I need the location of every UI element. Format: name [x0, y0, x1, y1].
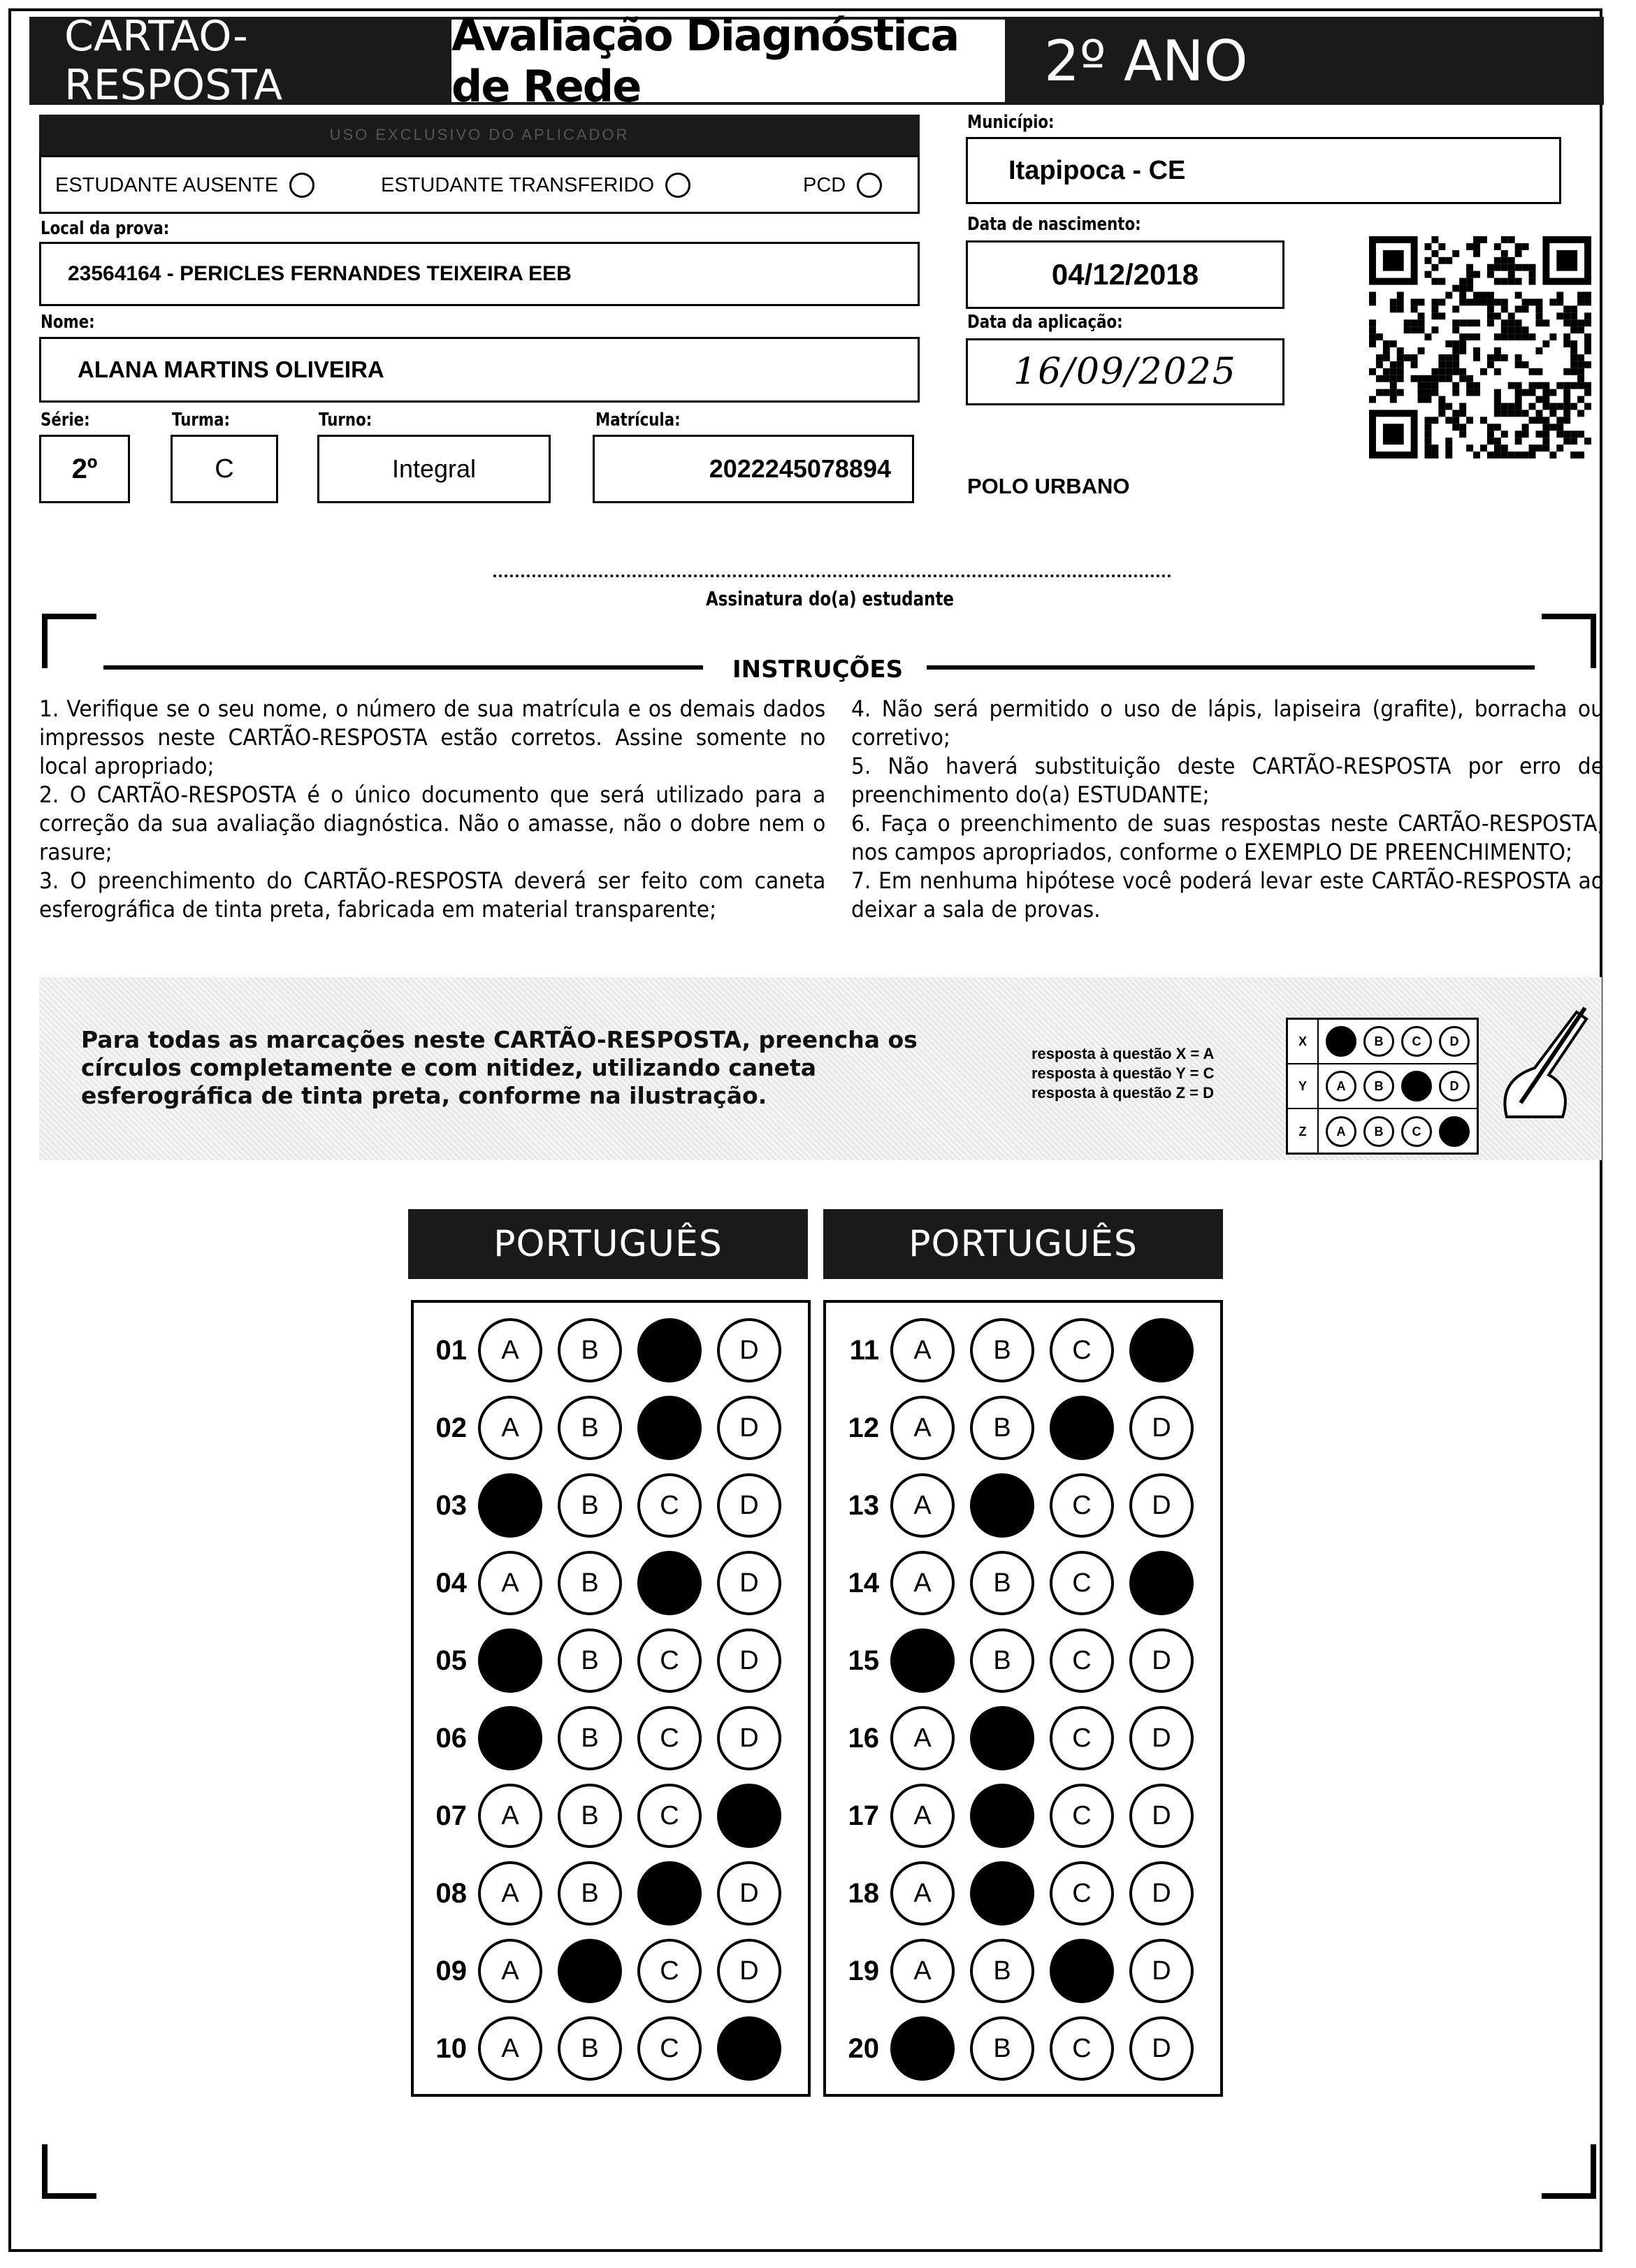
absent-checkbox[interactable]: [289, 173, 314, 198]
matricula-field: 2022245078894: [593, 435, 914, 503]
answer-bubble-b[interactable]: B: [558, 1628, 622, 1693]
signature-line[interactable]: [493, 575, 1171, 577]
example-bubble-a: A: [1326, 1071, 1356, 1102]
answer-bubble-a[interactable]: [478, 1706, 542, 1770]
question-number: 18: [848, 1877, 879, 1909]
answer-bubble-c[interactable]: C: [1050, 1551, 1114, 1615]
answer-bubble-d[interactable]: D: [717, 1318, 781, 1382]
answer-options: [478, 1396, 781, 1460]
example-row: [1288, 1020, 1477, 1064]
answer-bubble-b[interactable]: B: [558, 1473, 622, 1538]
answer-grid: [823, 1300, 1223, 2097]
municipio-label: Município:: [967, 112, 1055, 133]
corner-mark-bottom-left: [41, 2144, 96, 2200]
answer-bubble-b[interactable]: B: [558, 1396, 622, 1460]
answer-bubble-a[interactable]: A: [478, 1939, 542, 2003]
answer-bubble-d[interactable]: D: [717, 1473, 781, 1538]
answer-bubble-d[interactable]: D: [1129, 1861, 1194, 1926]
question-row: [826, 1318, 1194, 1382]
answer-bubble-c[interactable]: C: [1050, 1628, 1114, 1693]
answer-bubble-b[interactable]: B: [970, 1318, 1034, 1382]
corner-mark-top-left: [41, 612, 96, 668]
instruction-3: 3. O preenchimento do CARTÃO-RESPOSTA deverá ser feito com caneta esferográfica de tinta preta, fabricada em material transparente;: [39, 867, 826, 923]
answer-options: [478, 1861, 781, 1926]
question-number: 11: [849, 1334, 879, 1366]
answer-bubble-b[interactable]: B: [558, 1706, 622, 1770]
instructions-rule-right: [927, 665, 1535, 670]
question-number: 14: [848, 1567, 879, 1598]
answer-bubble-c[interactable]: C: [637, 2016, 702, 2081]
answer-bubble-b[interactable]: B: [970, 2016, 1034, 2081]
answer-bubble-d[interactable]: D: [717, 1939, 781, 2003]
question-row: [414, 1706, 781, 1770]
answer-bubble-b[interactable]: B: [558, 2016, 622, 2081]
instruction-4: 4. Não será permitido o uso de lápis, lapiseira (grafite), borracha ou corretivo;: [851, 695, 1604, 751]
absent-option[interactable]: [55, 173, 314, 198]
answer-bubble-c[interactable]: C: [1050, 1784, 1114, 1848]
answer-bubble-c[interactable]: C: [1050, 1473, 1114, 1538]
question-number: 20: [848, 2032, 879, 2064]
question-row: [414, 2016, 781, 2081]
answer-bubble-d[interactable]: D: [1129, 1706, 1194, 1770]
answer-bubble-a[interactable]: [478, 1473, 542, 1538]
answer-grid: [411, 1300, 811, 2097]
answer-bubble-b[interactable]: B: [558, 1551, 622, 1615]
answer-bubble-a[interactable]: A: [478, 1318, 542, 1382]
legend-line: resposta à questão Z = D: [1031, 1084, 1215, 1102]
answer-bubble-a[interactable]: A: [890, 1706, 955, 1770]
answer-bubble-a[interactable]: [890, 1628, 955, 1693]
signature-label: Assinatura do(a) estudante: [706, 587, 955, 610]
pcd-option[interactable]: [803, 173, 882, 198]
answer-bubble-d[interactable]: D: [717, 1861, 781, 1926]
sheet-title: CARTÃO-RESPOSTA: [29, 17, 449, 105]
answer-bubble-c[interactable]: C: [637, 1706, 702, 1770]
question-row: [826, 1784, 1194, 1848]
question-row: [826, 2016, 1194, 2081]
question-number: 13: [848, 1489, 879, 1521]
example-row: [1288, 1064, 1477, 1109]
corner-mark-bottom-right: [1542, 2144, 1598, 2200]
fill-example-grid: [1286, 1018, 1479, 1155]
answer-bubble-a[interactable]: A: [478, 1784, 542, 1848]
answer-options: [890, 1706, 1194, 1770]
question-number: 10: [435, 2032, 467, 2064]
answer-bubble-a[interactable]: A: [890, 1473, 955, 1538]
answer-bubble-b[interactable]: B: [970, 1939, 1034, 2003]
polo-label: POLO URBANO: [967, 474, 1130, 498]
answer-options: [478, 1473, 781, 1538]
pcd-label: PCD: [803, 173, 846, 196]
answer-options: [478, 1551, 781, 1615]
answer-bubble-b[interactable]: [970, 1473, 1034, 1538]
answer-bubble-b[interactable]: [558, 1939, 622, 2003]
answer-bubble-a[interactable]: A: [890, 1551, 955, 1615]
answer-options: [890, 1473, 1194, 1538]
instructions-title: INSTRUÇÕES: [732, 656, 904, 684]
transferred-label: ESTUDANTE TRANSFERIDO: [381, 173, 655, 196]
answer-bubble-a[interactable]: [890, 2016, 955, 2081]
legend-line: resposta à questão Y = C: [1031, 1064, 1215, 1082]
answer-options: [478, 1628, 781, 1693]
question-row: [826, 1551, 1194, 1615]
answer-options: [890, 1628, 1194, 1693]
answer-options: [478, 1784, 781, 1848]
application-date-handwritten: 16/09/2025: [966, 338, 1284, 405]
answer-bubble-a[interactable]: A: [890, 1939, 955, 2003]
instruction-6: 6. Faça o preenchimento de suas respostas neste CARTÃO-RESPOSTA, nos campos apropriados, conforme o EXEMPLO DE PREENCHIMENTO;: [851, 810, 1604, 865]
answer-options: [890, 1396, 1194, 1460]
name-field: ALANA MARTINS OLIVEIRA: [39, 337, 920, 403]
question-row: [414, 1396, 781, 1460]
instructions-rule-left: [103, 665, 703, 670]
example-bubble-a: [1326, 1026, 1356, 1057]
answer-bubble-c[interactable]: C: [637, 1939, 702, 2003]
answer-bubble-b[interactable]: [970, 1784, 1034, 1848]
question-row: [826, 1396, 1194, 1460]
answer-options: [890, 1318, 1194, 1382]
answer-options: [890, 2016, 1194, 2081]
answer-bubble-a[interactable]: [478, 1628, 542, 1693]
answer-bubble-d[interactable]: D: [717, 1551, 781, 1615]
answer-bubble-b[interactable]: B: [558, 1318, 622, 1382]
question-number: 17: [848, 1800, 879, 1831]
example-bubble-c: C: [1401, 1116, 1432, 1147]
question-row: [826, 1939, 1194, 2003]
example-bubble-c: C: [1401, 1026, 1432, 1057]
answer-bubble-b[interactable]: B: [558, 1861, 622, 1926]
birthdate-label: Data de nascimento:: [967, 214, 1141, 235]
municipio-field: Itapipoca - CE: [966, 137, 1561, 204]
answer-bubble-d[interactable]: D: [1129, 1396, 1194, 1460]
answer-bubble-d[interactable]: [717, 1784, 781, 1848]
subject-header: PORTUGUÊS: [823, 1209, 1223, 1279]
question-row: [414, 1318, 781, 1382]
example-bubble-b: B: [1363, 1116, 1394, 1147]
answer-bubble-a[interactable]: A: [890, 1396, 955, 1460]
fill-example-legend: [1031, 1044, 1214, 1103]
fill-example-band: [39, 977, 1602, 1160]
instruction-2: 2. O CARTÃO-RESPOSTA é o único documento que será utilizado para a correção da sua avaliação diagnóstica. Não o amasse, não o dobre nem o rasure;: [39, 781, 826, 865]
question-row: [414, 1551, 781, 1615]
answer-bubble-c[interactable]: [637, 1861, 702, 1926]
answer-bubble-d[interactable]: D: [717, 1396, 781, 1460]
answer-bubble-c[interactable]: C: [637, 1784, 702, 1848]
answer-bubble-c[interactable]: C: [1050, 1861, 1114, 1926]
question-row: [826, 1473, 1194, 1538]
application-date-label: Data da aplicação:: [967, 312, 1123, 333]
hand-pen-icon: [1493, 998, 1598, 1124]
question-number: 03: [435, 1489, 467, 1521]
legend-line: resposta à questão X = A: [1031, 1045, 1215, 1062]
answer-options: [890, 1784, 1194, 1848]
answer-bubble-a[interactable]: A: [890, 1784, 955, 1848]
answer-options: [890, 1551, 1194, 1615]
answer-bubble-c[interactable]: [637, 1318, 702, 1382]
question-number: 09: [435, 1955, 467, 1986]
question-number: 12: [848, 1412, 879, 1443]
question-row: [414, 1784, 781, 1848]
question-row: [414, 1628, 781, 1693]
serie-label: Série:: [41, 410, 90, 431]
example-bubble-d: D: [1439, 1071, 1470, 1102]
question-row: [826, 1706, 1194, 1770]
example-bubble-d: D: [1439, 1026, 1470, 1057]
turno-field: Integral: [317, 435, 551, 503]
serie-field: 2º: [39, 435, 130, 503]
answer-bubble-a[interactable]: A: [478, 1551, 542, 1615]
question-number: 04: [435, 1567, 467, 1598]
question-number: 16: [848, 1722, 879, 1754]
transferred-option[interactable]: [381, 173, 690, 198]
instruction-5: 5. Não haverá substituição deste CARTÃO-RESPOSTA por erro de preenchimento do(a) ESTUDANTE;: [851, 753, 1604, 808]
question-row: [414, 1473, 781, 1538]
applicator-box: [39, 155, 920, 214]
example-row: [1288, 1109, 1477, 1154]
answer-bubble-d[interactable]: D: [1129, 1473, 1194, 1538]
answer-bubble-d[interactable]: D: [1129, 2016, 1194, 2081]
answer-bubble-d[interactable]: D: [717, 1628, 781, 1693]
example-row-label: X: [1288, 1020, 1319, 1063]
answer-bubble-c[interactable]: C: [1050, 1706, 1114, 1770]
answer-bubble-b[interactable]: B: [970, 1396, 1034, 1460]
absent-label: ESTUDANTE AUSENTE: [55, 173, 279, 196]
answer-bubble-c[interactable]: [637, 1551, 702, 1615]
corner-mark-top-right: [1542, 612, 1598, 668]
answer-bubble-c[interactable]: [1050, 1939, 1114, 2003]
answer-bubble-b[interactable]: B: [558, 1784, 622, 1848]
answer-bubble-d[interactable]: [717, 2016, 781, 2081]
example-bubble-d: [1439, 1116, 1470, 1147]
example-row-label: Y: [1288, 1064, 1319, 1108]
question-row: [826, 1861, 1194, 1926]
question-number: 19: [848, 1955, 879, 1986]
answer-options: [890, 1939, 1194, 2003]
answer-options: [890, 1861, 1194, 1926]
answer-bubble-c[interactable]: C: [1050, 1318, 1114, 1382]
question-number: 15: [848, 1645, 879, 1676]
transferred-checkbox[interactable]: [665, 173, 690, 198]
example-bubble-a: A: [1326, 1116, 1356, 1147]
turma-label: Turma:: [172, 410, 231, 431]
grade-title: 2º ANO: [1008, 17, 1604, 105]
answer-bubble-b[interactable]: [970, 1861, 1034, 1926]
answer-bubble-b[interactable]: B: [970, 1628, 1034, 1693]
name-label: Nome:: [41, 312, 95, 333]
answer-bubble-d[interactable]: [1129, 1318, 1194, 1382]
answer-options: [478, 1939, 781, 2003]
answer-bubble-c[interactable]: [1050, 1396, 1114, 1460]
example-bubble-b: B: [1363, 1026, 1394, 1057]
local-field: 23564164 - PERICLES FERNANDES TEIXEIRA EEB: [39, 242, 920, 306]
question-number: 01: [435, 1334, 467, 1366]
question-number: 02: [435, 1412, 467, 1443]
answer-bubble-d[interactable]: D: [717, 1706, 781, 1770]
answer-bubble-a[interactable]: A: [478, 1396, 542, 1460]
answer-options: [478, 2016, 781, 2081]
birthdate-field: 04/12/2018: [966, 240, 1284, 309]
question-number: 05: [435, 1645, 467, 1676]
turno-label: Turno:: [319, 410, 372, 431]
question-number: 08: [435, 1877, 467, 1909]
qr-code-icon: [1368, 236, 1592, 458]
instruction-1: 1. Verifique se o seu nome, o número de sua matrícula e os demais dados impressos neste CARTÃO-RESPOSTA estão corretos. Assine somente no local apropriado;: [39, 695, 826, 779]
answer-options: [478, 1318, 781, 1382]
matricula-label: Matrícula:: [595, 410, 681, 431]
pcd-checkbox[interactable]: [857, 173, 882, 198]
instruction-7: 7. Em nenhuma hipótese você poderá levar este CARTÃO-RESPOSTA ao deixar a sala de provas.: [851, 867, 1604, 923]
answer-bubble-b[interactable]: B: [970, 1551, 1034, 1615]
answer-bubble-d[interactable]: D: [1129, 1939, 1194, 2003]
turma-field: C: [171, 435, 278, 503]
exam-title: Avaliação Diagnóstica de Rede: [449, 17, 1008, 105]
example-row-label: Z: [1288, 1109, 1319, 1154]
answer-options: [478, 1706, 781, 1770]
answer-bubble-b[interactable]: [970, 1706, 1034, 1770]
instructions-right-column: [851, 695, 1604, 924]
question-number: 07: [435, 1800, 467, 1831]
question-row: [826, 1628, 1194, 1693]
local-label: Local da prova:: [41, 218, 170, 239]
answer-bubble-a[interactable]: A: [890, 1318, 955, 1382]
question-row: [414, 1861, 781, 1926]
answer-bubble-a[interactable]: A: [478, 2016, 542, 2081]
answer-bubble-a[interactable]: A: [478, 1861, 542, 1926]
question-row: [414, 1939, 781, 2003]
answer-bubble-a[interactable]: A: [890, 1861, 955, 1926]
answer-bubble-d[interactable]: D: [1129, 1628, 1194, 1693]
subject-header: PORTUGUÊS: [408, 1209, 808, 1279]
answer-bubble-d[interactable]: D: [1129, 1784, 1194, 1848]
answer-bubble-c[interactable]: C: [1050, 2016, 1114, 2081]
answer-bubble-c[interactable]: [637, 1396, 702, 1460]
applicator-bar: USO EXCLUSIVO DO APLICADOR: [39, 115, 920, 155]
answer-bubble-d[interactable]: [1129, 1551, 1194, 1615]
question-number: 06: [435, 1722, 467, 1754]
example-bubble-c: [1401, 1071, 1432, 1102]
answer-bubble-c[interactable]: C: [637, 1628, 702, 1693]
example-bubble-b: B: [1363, 1071, 1394, 1102]
answer-bubble-c[interactable]: C: [637, 1473, 702, 1538]
instructions-left-column: [39, 695, 825, 924]
fill-example-text: Para todas as marcações neste CARTÃO-RESPOSTA, preencha os círculos completamente e com nitidez, utilizando caneta esferográfica de tinta preta, conforme na ilustração.: [81, 1026, 918, 1109]
